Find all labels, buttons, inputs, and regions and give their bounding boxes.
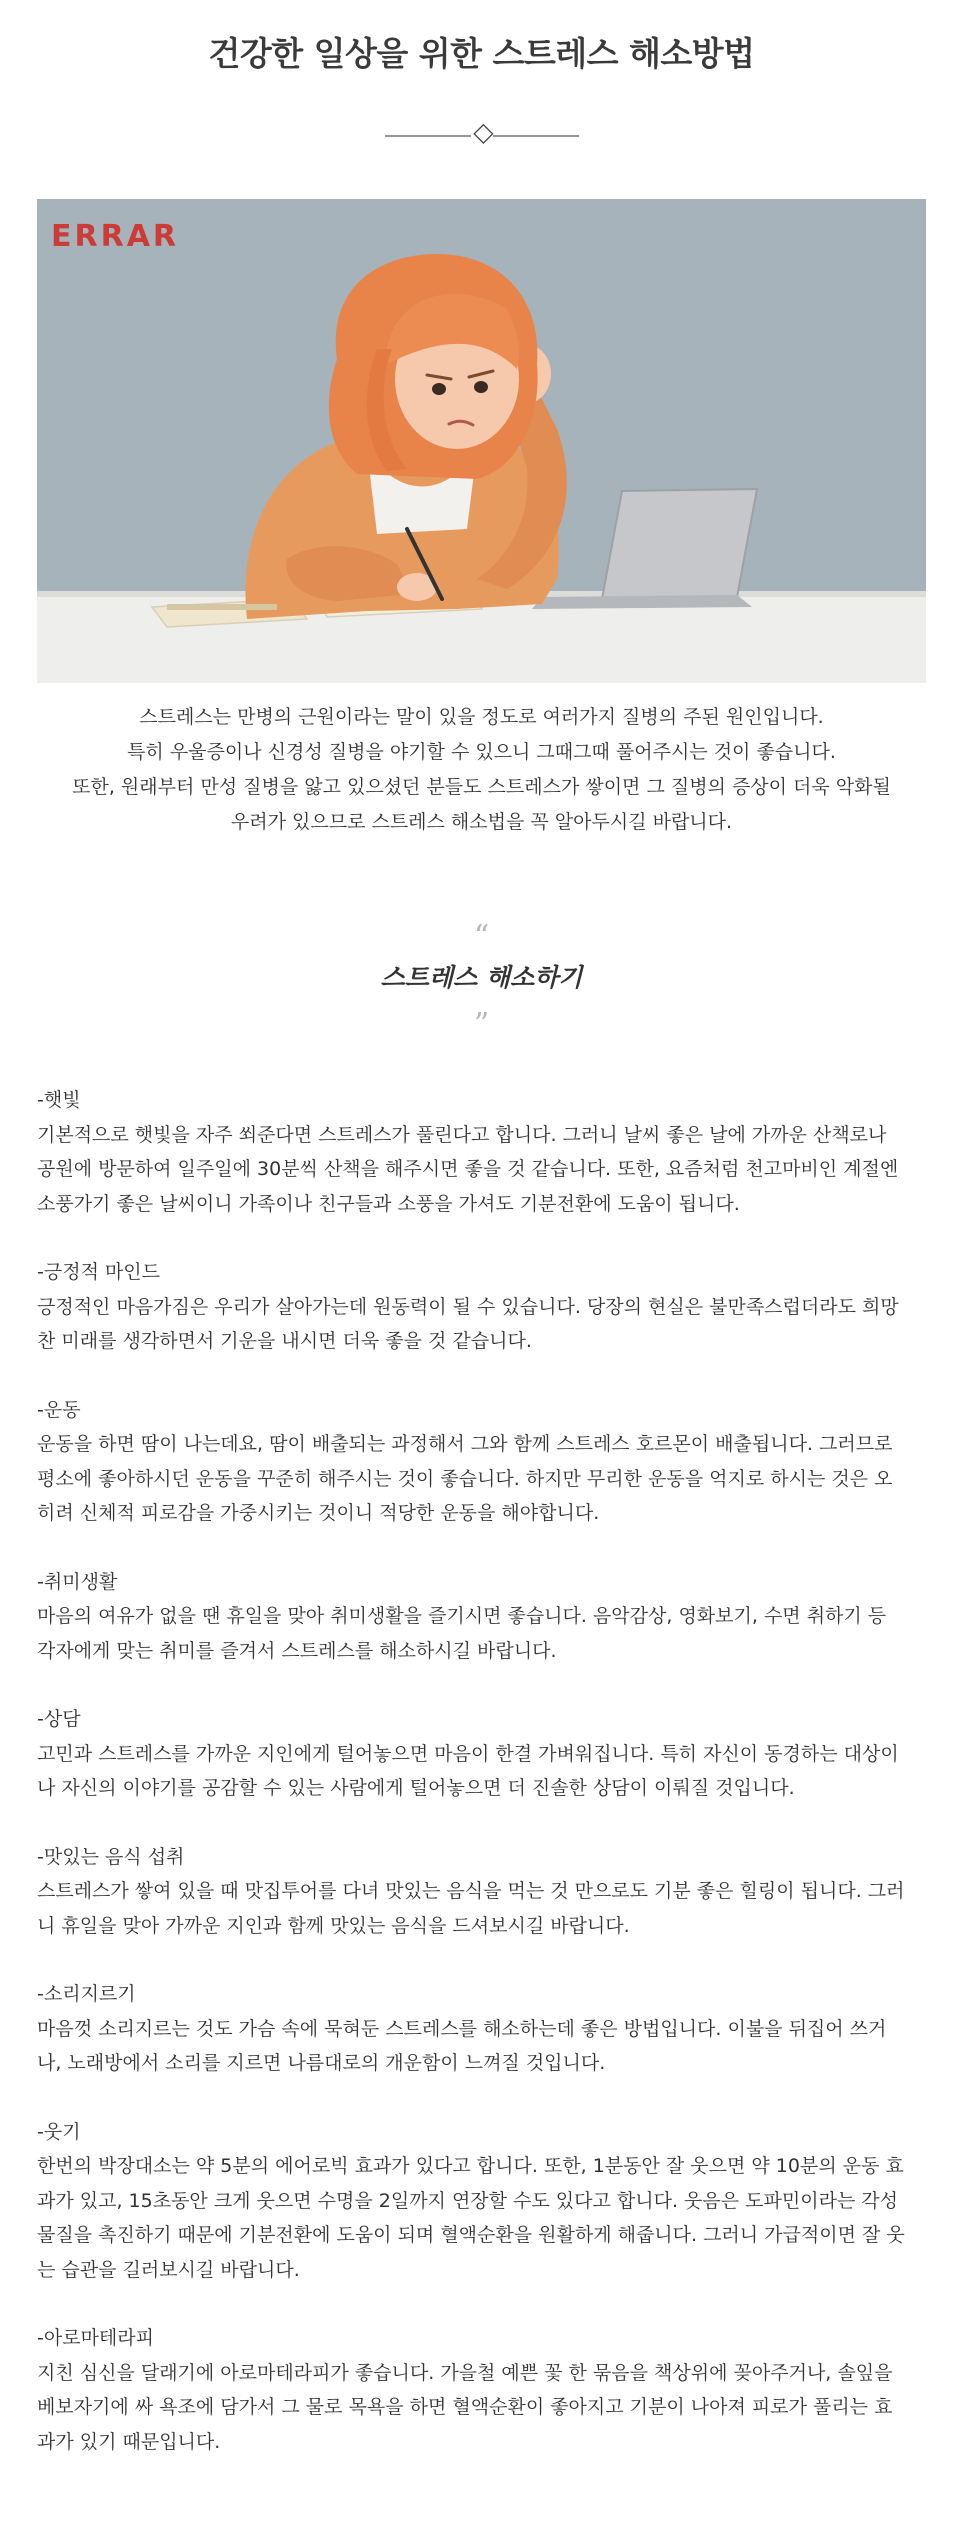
title-divider	[385, 124, 579, 148]
item-line: 나 자신의 이야기를 공감할 수 있는 사람에게 털어놓으면 더 진솔한 상담이 이뤄질 것입니다.	[37, 1777, 795, 1799]
item-heading: -햇빛	[37, 1089, 81, 1111]
item-line: 나, 노래방에서 소리를 지르면 나름대로의 개운함이 느껴질 것입니다.	[37, 2052, 606, 2074]
item-line: 베보자기에 싸 욕조에 담가서 그 물로 목욕을 하면 혈액순환이 좋아지고 기분이 나아져 피로가 풀리는 효	[37, 2396, 893, 2418]
item-line: 과가 있기 때문입니다.	[37, 2430, 221, 2453]
item-line: 지친 심신을 달래기에 아로마테라피가 좋습니다. 가을철 예쁜 꽃 한 묶음을 책상위에 꽂아주거나, 솔잎을	[37, 2361, 893, 2384]
page-title: 건강한 일상을 위한 스트레스 해소방법	[208, 34, 755, 73]
item-line: 고민과 스트레스를 가까운 지인에게 털어놓으면 마음이 한결 가벼워집니다. 특히 자신이 동경하는 대상이	[37, 1742, 899, 1765]
item-heading: -맛있는 음식 섭취	[37, 1845, 185, 1868]
item-line: 스트레스가 쌓여 있을 때 맛집투어를 다녀 맛있는 음식을 먹는 것 만으로도 기분 좋은 힐링이 됩니다. 그러	[37, 1880, 905, 1902]
item-line: 각자에게 맞는 취미를 즐겨서 스트레스를 해소하시길 바랍니다.	[37, 1639, 557, 1662]
item-heading: -아로마테라피	[37, 2327, 154, 2349]
item-heading: -긍정적 마인드	[37, 1261, 161, 1283]
item-line: 한번의 박장대소는 약 5분의 에어로빅 효과가 있다고 합니다. 또한, 1분동안 잘 웃으면 약 10분의 운동 효	[37, 2155, 904, 2177]
intro-line: 스트레스는 만병의 근원이라는 말이 있을 정도로 여러가지 질병의 주된 원인입니다.	[139, 706, 824, 728]
item-heading: -취미생활	[37, 1570, 118, 1593]
item-line: 평소에 좋아하시던 운동을 꾸준히 해주시는 것이 좋습니다. 하지만 무리한 운동을 억지로 하시는 것은 오	[37, 1467, 893, 1490]
section-title: 스트레스 해소하기	[380, 963, 583, 992]
intro-line: 특히 우울증이나 신경성 질병을 야기할 수 있으니 그때그때 풀어주시는 것이 좋습니다.	[127, 741, 836, 763]
item-line: 소풍가기 좋은 날씨이니 가족이나 친구들과 소풍을 가셔도 기분전환에 도움이 됩니다.	[37, 1192, 740, 1215]
item-line: 니 휴일을 맞아 가까운 지인과 함께 맛있는 음식을 드셔보시길 바랍니다.	[37, 1914, 630, 1937]
list-item-tasty-food	[37, 1840, 926, 1944]
list-item-sunlight	[37, 1083, 926, 1221]
list-item-laughing	[37, 2115, 926, 2288]
item-line: 찬 미래를 생각하면서 기운을 내시면 더욱 좋을 것 같습니다.	[37, 1330, 532, 1352]
list-item-shouting	[37, 1977, 926, 2081]
item-line: 물질을 촉진하기 때문에 기분전환에 도움이 되며 혈액순환을 원활하게 해줍니다. 그러니 가급적이면 잘 웃	[37, 2224, 905, 2246]
close-quote-icon: ”	[473, 1007, 490, 1042]
item-heading: -소리지르기	[37, 1983, 136, 2005]
item-line: 운동을 하면 땀이 나는데요, 땀이 배출되는 과정해서 그와 함께 스트레스 호르몬이 배출됩니다. 그러므로	[37, 1433, 893, 1455]
item-heading: -웃기	[37, 2120, 81, 2143]
item-line: 과가 있고, 15초동안 크게 웃으면 수명을 2일까지 연장할 수도 있다고 합니다. 웃음은 도파민이라는 각성	[37, 2189, 899, 2212]
item-line: 기본적으로 햇빛을 자주 쐬준다면 스트레스가 풀린다고 합니다. 그러니 날씨 좋은 날에 가까운 산책로나	[37, 1123, 887, 1146]
list-item-hobby	[37, 1565, 926, 1669]
item-line: 는 습관을 길러보시길 바랍니다.	[37, 2258, 300, 2281]
errar-logo: ERRAR	[51, 219, 180, 254]
item-heading: -상담	[37, 1708, 81, 1730]
item-line: 마음의 여유가 없을 땐 휴일을 맞아 취미생활을 즐기시면 좋습니다. 음악감상, 영화보기, 수면 취하기 등	[37, 1605, 887, 1627]
stressed-woman-illustration	[37, 199, 926, 683]
list-item-positive-mind	[37, 1255, 926, 1359]
stress-relief-list	[37, 1083, 926, 2493]
item-heading: -운동	[37, 1398, 81, 1421]
item-line: 긍정적인 마음가짐은 우리가 살아가는데 원동력이 될 수 있습니다. 당장의 현실은 불만족스럽더라도 희망	[37, 1295, 899, 1318]
item-line: 히려 신체적 피로감을 가중시키는 것이니 적당한 운동을 해야합니다.	[37, 1502, 600, 1524]
item-line: 마음껏 소리지르는 것도 가슴 속에 묵혀둔 스트레스를 해소하는데 좋은 방법입니다. 이불을 뒤집어 쓰거	[37, 2017, 887, 2040]
intro-line: 우려가 있으므로 스트레스 해소법을 꼭 알아두시길 바랍니다.	[230, 811, 733, 833]
item-line: 공원에 방문하여 일주일에 30분씩 산책을 해주시면 좋을 것 같습니다. 또한, 요즘처럼 천고마비인 계절엔	[37, 1158, 899, 1180]
list-item-aromatherapy	[37, 2321, 926, 2459]
list-item-counseling	[37, 1702, 926, 1806]
intro-line: 또한, 원래부터 만성 질병을 앓고 있으셨던 분들도 스트레스가 쌓이면 그 질병의 증상이 더욱 악화될	[72, 776, 891, 798]
list-item-exercise	[37, 1393, 926, 1531]
open-quote-icon: “	[473, 919, 490, 954]
hero-illustration	[37, 199, 926, 683]
intro-text	[37, 700, 926, 840]
